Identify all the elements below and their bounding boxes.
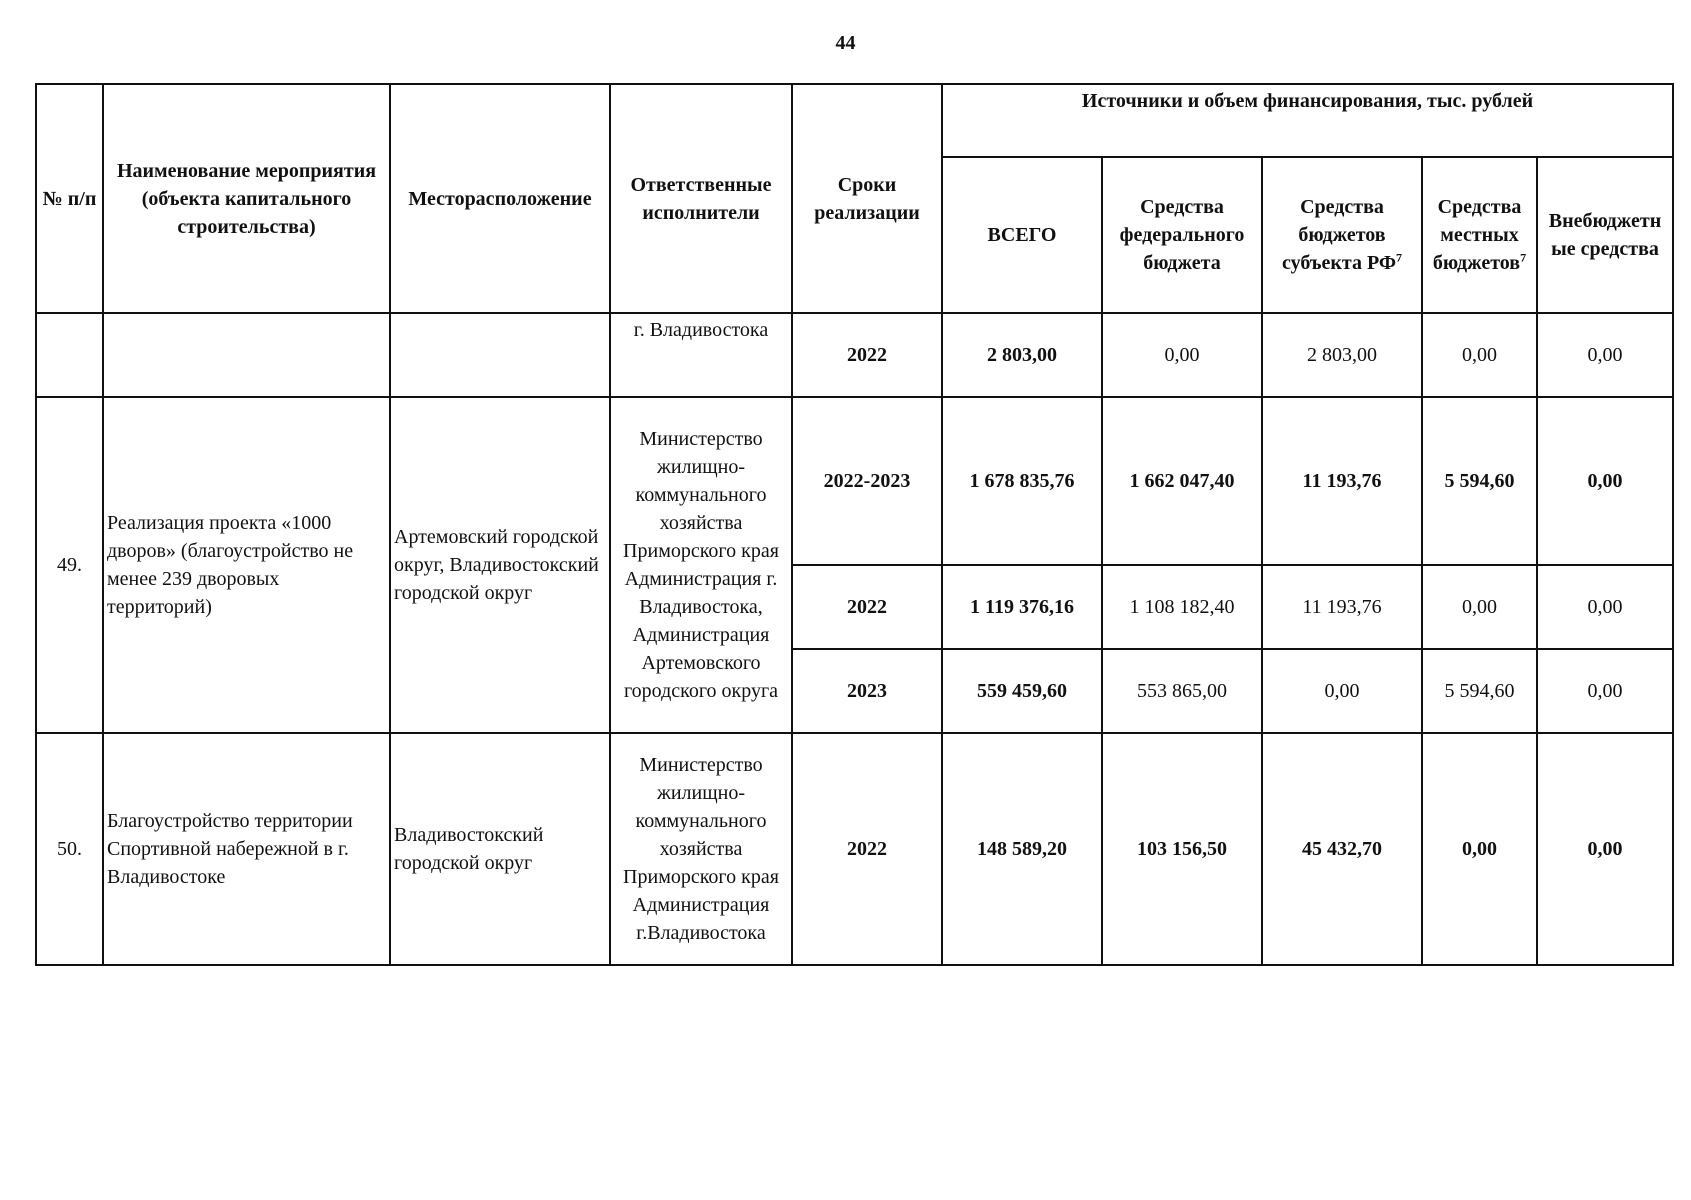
cell-period: 2023 <box>792 649 942 733</box>
cell-total: 148 589,20 <box>942 733 1102 965</box>
cell-executors-50: Министерство жилищно-коммунального хозяйства Приморского края Администрация г.Владивостока <box>610 733 792 965</box>
cell-subject: 0,00 <box>1262 649 1422 733</box>
header-executors: Ответственные исполнители <box>610 84 792 313</box>
cell-local: 0,00 <box>1422 313 1537 397</box>
header-period: Сроки реализации <box>792 84 942 313</box>
header-row-1 <box>36 84 1673 157</box>
header-location: Месторасположение <box>390 84 610 313</box>
header-local <box>1422 157 1537 313</box>
cell-name-50: Благоустройство территории Спортивной набережной в г. Владивостоке <box>103 733 390 965</box>
cell-subject: 11 193,76 <box>1262 565 1422 649</box>
table-row-carry <box>36 313 1673 397</box>
cell-federal: 553 865,00 <box>1102 649 1262 733</box>
cell-location-50: Владивостокский городской округ <box>390 733 610 965</box>
header-federal: Средства федерального бюджета <box>1102 157 1262 313</box>
cell-period: 2022 <box>792 313 942 397</box>
cell-federal: 0,00 <box>1102 313 1262 397</box>
header-subject <box>1262 157 1422 313</box>
header-local-footnote: 7 <box>1520 250 1527 265</box>
header-total: ВСЕГО <box>942 157 1102 313</box>
cell-num-50: 50. <box>36 733 103 965</box>
cell-total: 2 803,00 <box>942 313 1102 397</box>
cell-executors-49: Министерство жилищно-коммунального хозяйства Приморского края Администрация г. Владивостока, Администрация Артемовского городского округа <box>610 397 792 733</box>
header-subject-footnote: 7 <box>1396 250 1403 265</box>
cell-local: 0,00 <box>1422 565 1537 649</box>
cell-num <box>36 313 103 397</box>
cell-subject: 2 803,00 <box>1262 313 1422 397</box>
cell-name-49: Реализация проекта «1000 дворов» (благоустройство не менее 239 дворовых территорий) <box>103 397 390 733</box>
cell-location-49: Артемовский городской округ, Владивостокский городской округ <box>390 397 610 733</box>
cell-name <box>103 313 390 397</box>
cell-total: 1 119 376,16 <box>942 565 1102 649</box>
cell-offbudget: 0,00 <box>1537 565 1673 649</box>
table-row-50 <box>36 733 1673 965</box>
cell-local: 0,00 <box>1422 733 1537 965</box>
cell-executors: г. Владивостока <box>610 313 792 397</box>
cell-period: 2022 <box>792 733 942 965</box>
header-offbudget: Внебюджетн ые средства <box>1537 157 1673 313</box>
cell-period: 2022-2023 <box>792 397 942 565</box>
header-num: № п/п <box>36 84 103 313</box>
cell-federal: 103 156,50 <box>1102 733 1262 965</box>
header-subject-label: Средства бюджетов субъекта РФ <box>1281 196 1397 274</box>
cell-offbudget: 0,00 <box>1537 733 1673 965</box>
table-row-49-total <box>36 397 1673 565</box>
cell-offbudget: 0,00 <box>1537 397 1673 565</box>
financing-table <box>35 83 1674 966</box>
header-name: Наименование мероприятия (объекта капитального строительства) <box>103 84 390 313</box>
cell-subject: 45 432,70 <box>1262 733 1422 965</box>
cell-total: 1 678 835,76 <box>942 397 1102 565</box>
cell-federal: 1 108 182,40 <box>1102 565 1262 649</box>
page-number: 44 <box>835 32 856 54</box>
cell-period: 2022 <box>792 565 942 649</box>
cell-local: 5 594,60 <box>1422 397 1537 565</box>
cell-offbudget: 0,00 <box>1537 649 1673 733</box>
cell-num-49: 49. <box>36 397 103 733</box>
cell-subject: 11 193,76 <box>1262 397 1422 565</box>
cell-federal: 1 662 047,40 <box>1102 397 1262 565</box>
header-financing: Источники и объем финансирования, тыс. рублей <box>942 84 1673 157</box>
header-local-label: Средства местных бюджетов <box>1432 196 1522 274</box>
cell-local: 5 594,60 <box>1422 649 1537 733</box>
cell-location <box>390 313 610 397</box>
cell-offbudget: 0,00 <box>1537 313 1673 397</box>
cell-total: 559 459,60 <box>942 649 1102 733</box>
